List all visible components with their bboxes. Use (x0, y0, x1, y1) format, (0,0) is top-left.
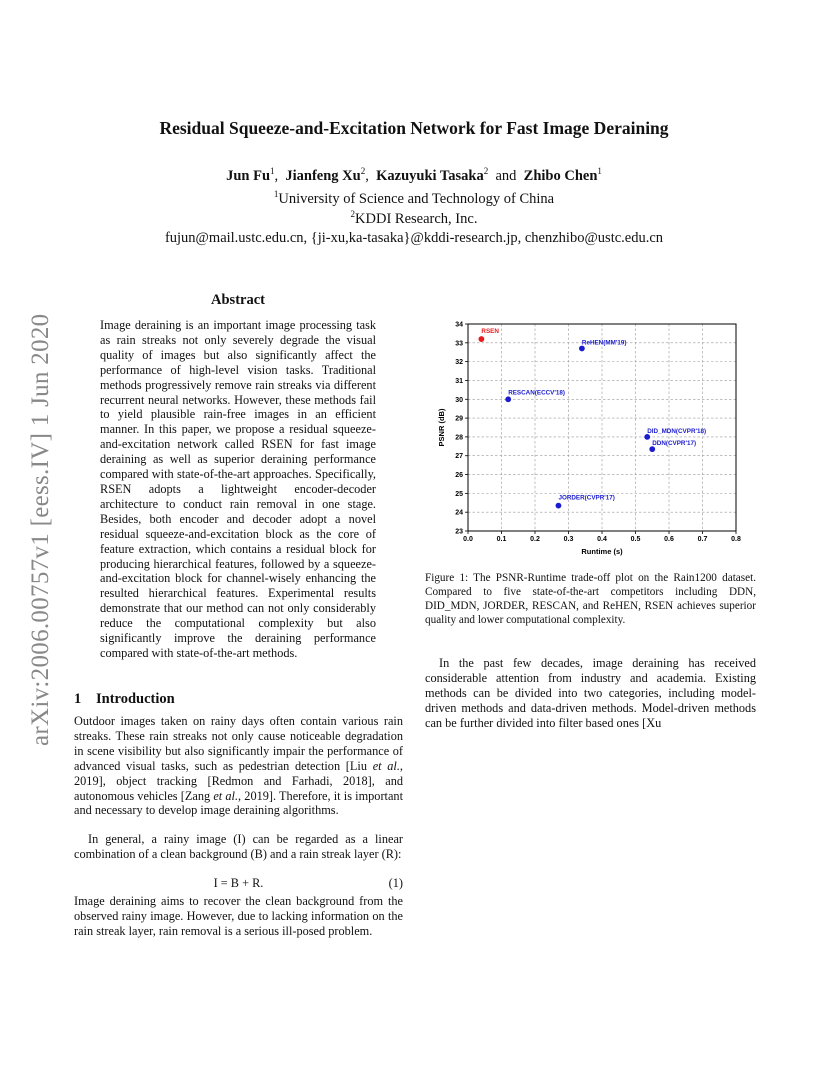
data-point-label: RSEN (481, 328, 499, 336)
x-tick-label: 0.2 (530, 536, 540, 543)
text-run: et al. (372, 758, 400, 773)
author-name: Zhibo Chen (523, 167, 598, 184)
y-tick-label: 33 (455, 340, 463, 348)
x-tick-label: 0.5 (630, 536, 641, 543)
author-and: and (495, 167, 517, 184)
abstract-heading: Abstract (211, 292, 265, 308)
text-run: In the past few decades, image deraining has received considerable attention from industry and academia. Existing methods can be divided into two categories, including model-driven methods and data-driven methods. Model-driven methods can be further divided into filter based ones [Xu (425, 656, 756, 730)
paper-title: Residual Squeeze-and-Excitation Network for Fast Image Deraining (159, 118, 669, 138)
x-tick-label: 0.6 (664, 536, 674, 543)
equation-body: I = B + R. (213, 876, 264, 890)
text-run: et al. (213, 788, 239, 803)
x-axis-label: Runtime (s) (581, 547, 623, 556)
y-tick-label: 23 (455, 528, 463, 536)
author-affil-mark: 2 (360, 166, 366, 176)
data-point-label: ReHEN(MM'19) (581, 339, 627, 347)
author-separator: , (274, 167, 279, 184)
equation (74, 876, 403, 892)
author-emails: fujun@mail.ustc.edu.cn, {ji-xu,ka-tasaka}@kddi-research.jp, chenzhibo@ustc.edu.cn (164, 230, 664, 246)
affiliation-mark: 2 (350, 209, 356, 219)
figure-caption: Figure 1: The PSNR-Runtime trade-off plot on the Rain1200 dataset. Compared to five state-of-the-art competitors including DDN, DID_MDN, JORDER, RESCAN, and ReHEN, RSEN achieves superior quality and lower computational complexity. (425, 572, 756, 626)
section-title: Introduction (96, 691, 175, 707)
y-tick-label: 25 (455, 490, 463, 498)
author-name: Jun Fu (226, 167, 271, 184)
x-tick-label: 0.3 (563, 536, 574, 543)
y-tick-label: 24 (455, 509, 463, 517)
y-tick-label: 26 (455, 472, 463, 480)
data-point (479, 336, 485, 342)
text-run: , 2019]. Therefore, it is important and necessary to develop image deraining algorithms. (74, 788, 403, 818)
intro-paragraph: In general, a rainy image (I) can be regarded as a linear combination of a clean background (B) and a rain streak layer (R): (74, 832, 403, 861)
y-tick-label: 32 (455, 359, 463, 367)
y-tick-label: 28 (455, 434, 463, 442)
author-separator: , (365, 167, 369, 184)
affiliation-text: University of Science and Technology of China (278, 190, 555, 207)
x-tick-label: 0.7 (697, 536, 708, 543)
author-affil-mark: 2 (483, 166, 489, 176)
section-number: 1 (74, 691, 82, 707)
section-heading (74, 691, 175, 708)
affiliation-text: KDDI Research, Inc. (355, 210, 478, 227)
x-tick-label: 0.4 (597, 536, 607, 543)
y-tick-label: 29 (455, 415, 463, 423)
data-point-label: RESCAN(ECCV'18) (508, 389, 565, 397)
y-tick-label: 30 (455, 396, 463, 404)
data-point (505, 396, 511, 402)
text-run: Outdoor images taken on rainy days often contain various rain streaks. These rain streaks not only cause noticeable degradation in scene visibility but also significantly impair the performance of advanced visual tasks, such as pedestrian detection [Liu (74, 714, 403, 773)
y-tick-label: 34 (455, 321, 463, 329)
equation-number: (1) (388, 876, 403, 890)
y-axis-label: PSNR (dB) (437, 408, 446, 447)
psnr-runtime-chart (430, 310, 760, 566)
intro-paragraph (74, 714, 403, 818)
affiliation (0, 189, 828, 208)
body-paragraph (425, 656, 756, 731)
author-line (0, 166, 828, 185)
arxiv-stamp: arXiv:2006.00757v1 [eess.IV] 1 Jun 2020 (27, 313, 54, 747)
author-name: Jianfeng Xu (285, 167, 361, 184)
intro-paragraph: Image deraining aims to recover the clean background from the observed rainy image. However, due to lacking information on the rain streak layer, rain removal is a serious ill-posed problem. (74, 894, 403, 938)
y-tick-label: 31 (455, 377, 463, 385)
data-point-label: DDN(CVPR'17) (652, 440, 697, 448)
abstract-body: Image deraining is an important image processing task as rain streaks not only severely degrade the visual quality of images but also significantly affect the performance of high-level vision tasks. Traditional methods progressively remove rain streaks via different recurrent neural networks. However, these methods fail to yield plausible rain-free images in an efficient manner. In this paper, we propose a residual squeeze-and-excitation network called RSEN for fast image deraining as well as superior deraining performance compared with state-of-the-art approaches. Specifically, RSEN adopts a lightweight encoder-decoder architecture to conduct rain removal in one stage. Besides, both encoder and decoder adopt a novel residual squeeze-and-excitation block as the core of feature extraction, which contains a residual block for producing hierarchical features, followed by a squeeze-and-excitation block for channel-wisely enhancing the resulted hierarchical features. Experimental results demonstrate that our method can not only considerably reduce the computational complexity but also significantly improve the deraining performance compared with state-of-the-art methods. (100, 318, 376, 660)
text-run: , 2019], object tracking [Redmon and Farhadi, 2018], and autonomous vehicles [Zang (74, 758, 403, 803)
author-affil-mark: 1 (270, 166, 275, 176)
data-point-label: JORDER(CVPR'17) (558, 494, 615, 502)
author-affil-mark: 1 (597, 166, 602, 176)
affiliation (0, 209, 828, 228)
x-tick-label: 0.8 (731, 536, 741, 543)
affiliation-mark: 1 (273, 189, 279, 199)
x-tick-label: 0.0 (463, 536, 473, 543)
x-tick-label: 0.1 (496, 536, 507, 543)
data-point-label: DID_MDN(CVPR'18) (647, 427, 707, 435)
author-name: Kazuyuki Tasaka (376, 167, 484, 184)
data-point (556, 503, 562, 509)
y-tick-label: 27 (455, 453, 463, 461)
